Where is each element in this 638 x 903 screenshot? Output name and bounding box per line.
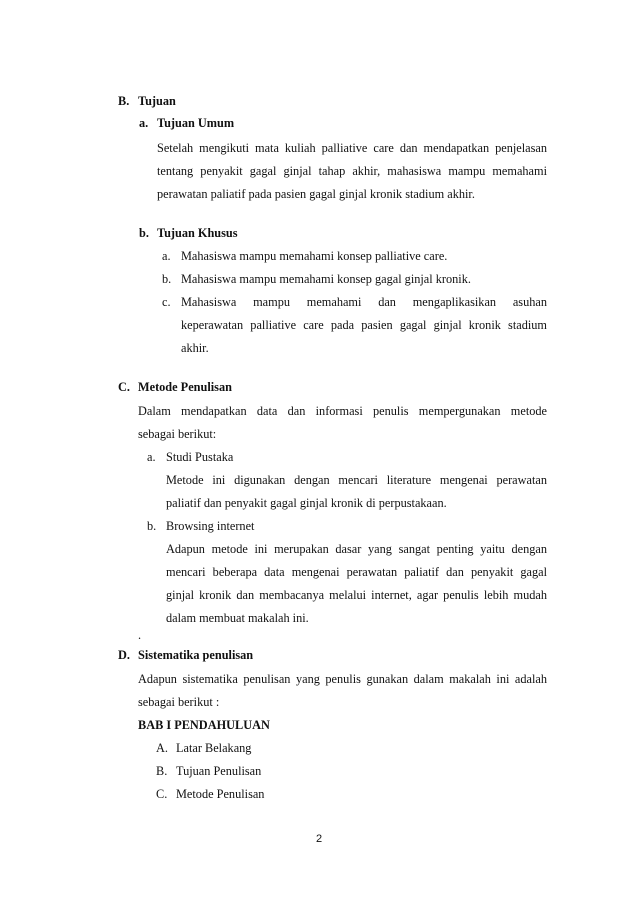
list-marker: A. [156,741,168,755]
section-d-marker: D. [118,648,130,662]
list-marker: b. [147,519,157,533]
paragraph-line: mencari beberapa data mengenai perawatan paliatif dan penyakit gagal [166,565,547,579]
list-marker: C. [156,787,168,801]
list-item-label: Studi Pustaka [166,450,234,464]
page-number: 2 [315,833,323,845]
list-item: keperawatan palliative care pada pasien gagal ginjal kronik stadium [181,318,547,332]
list-marker: a. [147,450,156,464]
list-item: Metode Penulisan [176,787,265,801]
paragraph-line: sebagai berikut : [138,695,220,709]
paragraph-line: paliatif dan penyakit gagal ginjal kronik di perpustakaan. [166,496,447,510]
subsection-b-marker: b. [139,226,149,240]
subsection-a-heading: Tujuan Umum [157,116,235,130]
list-item-label: Browsing internet [166,519,255,533]
section-c-marker: C. [118,380,130,394]
list-item: Mahasiswa mampu memahami konsep gagal ginjal kronik. [181,272,471,286]
list-item: Mahasiswa mampu memahami konsep palliative care. [181,249,448,263]
paragraph-line: ginjal kronik dan membacanya melalui internet, agar penulis lebih mudah [166,588,547,602]
paragraph-line: sebagai berikut: [138,427,217,441]
chapter-heading: BAB I PENDAHULUAN [138,718,270,732]
section-b-heading: Tujuan [138,94,176,108]
subsection-b-heading: Tujuan Khusus [157,226,238,240]
stray-period: . [138,628,142,642]
list-marker: b. [162,272,172,286]
paragraph-line: dalam membuat makalah ini. [166,611,309,625]
list-marker: B. [156,764,168,778]
section-b-marker: B. [118,94,130,108]
list-item: Tujuan Penulisan [176,764,262,778]
list-item: Latar Belakang [176,741,252,755]
paragraph-line: perawatan paliatif pada pasien gagal ginjal kronik stadium akhir. [157,187,475,201]
paragraph-line: Metode ini digunakan dengan mencari literature mengenai perawatan [166,473,547,487]
paragraph-line: Adapun metode ini merupakan dasar yang sangat penting yaitu dengan [166,542,547,556]
list-item: Mahasiswa mampu memahami dan mengaplikasikan asuhan [181,295,547,309]
paragraph-line: Setelah mengikuti mata kuliah palliative care dan mendapatkan penjelasan [157,141,547,155]
list-marker: c. [162,295,171,309]
paragraph-line: tentang penyakit gagal ginjal tahap akhir, mahasiswa mampu memahami [157,164,547,178]
paragraph-line: Adapun sistematika penulisan yang penulis gunakan dalam makalah ini adalah [138,672,547,686]
list-marker: a. [162,249,171,263]
subsection-a-marker: a. [139,116,149,130]
list-item: akhir. [181,341,209,355]
paragraph-line: Dalam mendapatkan data dan informasi penulis mempergunakan metode [138,404,547,418]
section-c-heading: Metode Penulisan [138,380,232,394]
section-d-heading: Sistematika penulisan [138,648,254,662]
